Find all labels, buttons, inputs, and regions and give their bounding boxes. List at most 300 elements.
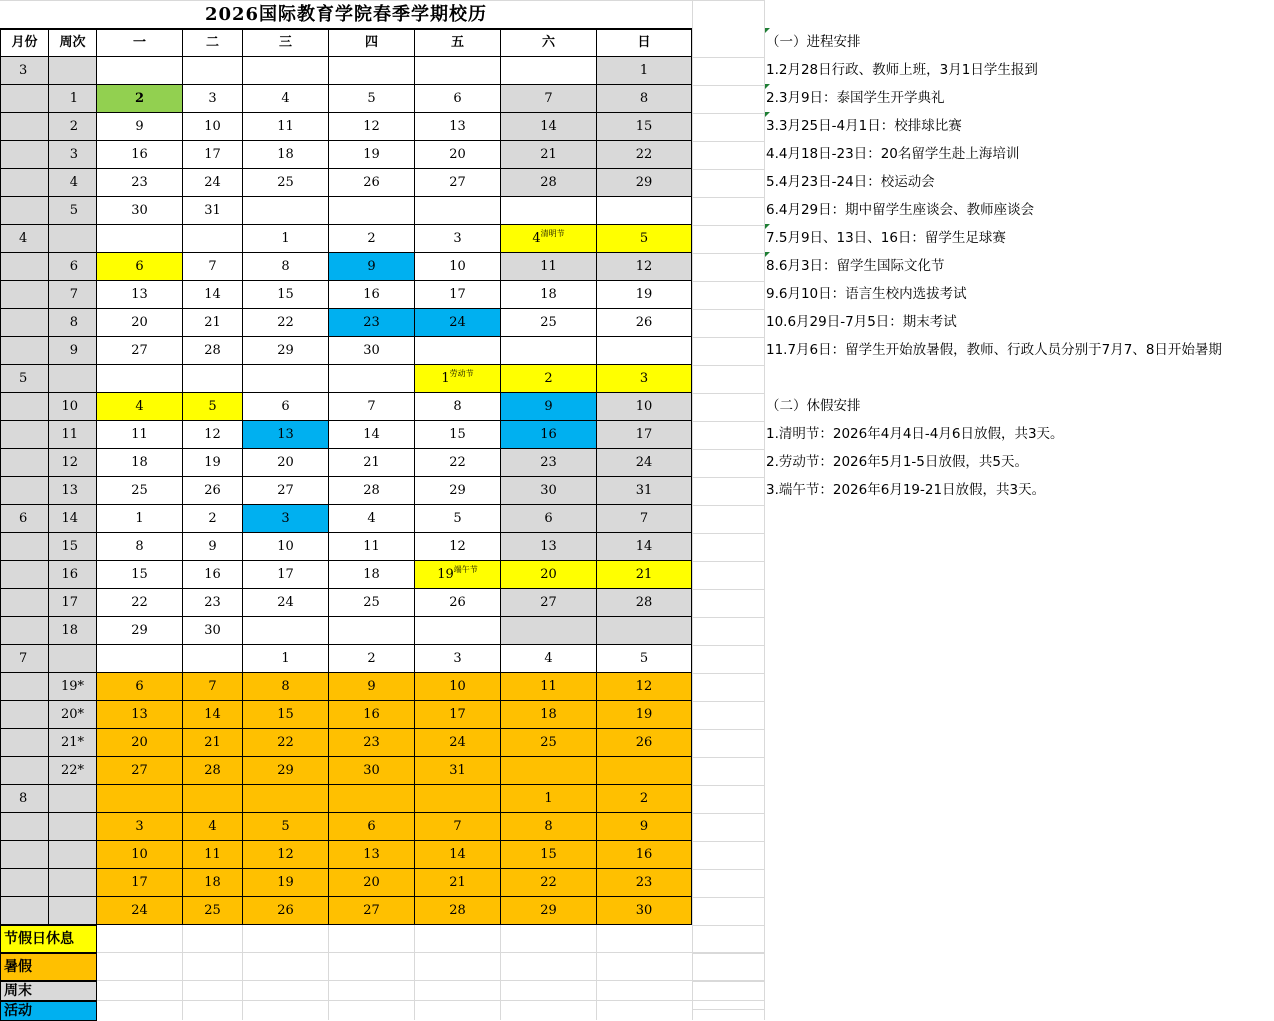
date-cell[interactable] [183, 113, 243, 141]
date-cell[interactable] [243, 869, 329, 897]
date-cell[interactable] [415, 57, 501, 85]
date-cell[interactable] [329, 309, 415, 337]
date-cell[interactable] [97, 841, 183, 869]
month-cell[interactable] [0, 729, 49, 757]
date-cell[interactable] [597, 57, 692, 85]
date-cell[interactable] [415, 897, 501, 925]
date-cell[interactable] [501, 897, 597, 925]
header-day-2[interactable]: 二 [183, 28, 243, 57]
date-number: 11 [277, 119, 294, 134]
month-cell[interactable] [0, 841, 49, 869]
month-cell[interactable] [0, 813, 49, 841]
date-cell[interactable] [243, 449, 329, 477]
date-cell[interactable] [501, 673, 597, 701]
date-cell[interactable] [183, 617, 243, 645]
date-cell[interactable] [243, 477, 329, 505]
date-cell[interactable] [415, 813, 501, 841]
date-cell[interactable] [329, 505, 415, 533]
date-cell[interactable] [97, 85, 183, 113]
date-cell[interactable] [415, 869, 501, 897]
date-cell[interactable] [597, 281, 692, 309]
date-cell[interactable] [501, 561, 597, 589]
date-cell[interactable] [415, 393, 501, 421]
date-cell[interactable] [97, 365, 183, 393]
date-cell[interactable] [329, 281, 415, 309]
week-cell[interactable] [49, 869, 97, 897]
month-cell[interactable] [0, 617, 49, 645]
date-cell[interactable] [183, 841, 243, 869]
date-cell[interactable] [501, 281, 597, 309]
date-cell[interactable] [183, 477, 243, 505]
month-cell[interactable] [0, 701, 49, 729]
date-cell[interactable] [183, 757, 243, 785]
date-cell[interactable] [243, 533, 329, 561]
week-cell[interactable] [49, 841, 97, 869]
date-cell[interactable] [97, 701, 183, 729]
date-cell[interactable] [501, 729, 597, 757]
date-cell[interactable] [415, 757, 501, 785]
month-cell[interactable]: 6 [0, 505, 49, 533]
date-cell[interactable] [501, 533, 597, 561]
date-cell[interactable] [415, 673, 501, 701]
date-cell[interactable] [415, 421, 501, 449]
date-cell[interactable] [243, 393, 329, 421]
date-cell[interactable] [183, 589, 243, 617]
date-cell[interactable] [243, 617, 329, 645]
month-cell[interactable] [0, 141, 49, 169]
date-cell[interactable] [415, 197, 501, 225]
date-cell[interactable] [597, 813, 692, 841]
date-cell[interactable] [501, 113, 597, 141]
date-cell[interactable] [501, 337, 597, 365]
date-cell[interactable] [243, 645, 329, 673]
date-cell[interactable] [243, 225, 329, 253]
date-cell[interactable] [597, 197, 692, 225]
month-cell[interactable]: 5 [0, 365, 49, 393]
date-cell[interactable] [501, 57, 597, 85]
date-cell[interactable] [183, 505, 243, 533]
date-cell[interactable] [97, 869, 183, 897]
date-cell[interactable] [501, 85, 597, 113]
date-cell[interactable] [415, 729, 501, 757]
date-cell[interactable] [183, 785, 243, 813]
date-cell[interactable] [597, 505, 692, 533]
date-cell[interactable] [415, 337, 501, 365]
date-cell[interactable] [597, 169, 692, 197]
date-cell[interactable] [243, 673, 329, 701]
date-cell[interactable] [597, 337, 692, 365]
date-cell[interactable] [183, 393, 243, 421]
date-cell[interactable] [329, 57, 415, 85]
date-cell[interactable] [501, 141, 597, 169]
date-number: 28 [363, 483, 380, 498]
date-cell[interactable] [243, 281, 329, 309]
date-cell[interactable] [329, 785, 415, 813]
date-cell[interactable] [243, 841, 329, 869]
week-cell[interactable]: 14 [49, 505, 97, 533]
date-cell[interactable] [415, 841, 501, 869]
date-cell[interactable] [183, 309, 243, 337]
month-cell[interactable] [0, 253, 49, 281]
month-cell[interactable] [0, 477, 49, 505]
date-number: 22 [277, 735, 294, 750]
date-cell[interactable] [329, 841, 415, 869]
month-cell[interactable] [0, 169, 49, 197]
header-day-7[interactable]: 日 [597, 28, 692, 57]
date-cell[interactable] [415, 141, 501, 169]
week-cell[interactable]: 19* [49, 673, 97, 701]
date-cell[interactable] [597, 617, 692, 645]
header-day-3[interactable]: 三 [243, 28, 329, 57]
week-cell[interactable] [49, 57, 97, 85]
date-cell[interactable] [501, 645, 597, 673]
date-cell[interactable] [415, 561, 501, 589]
date-cell[interactable] [97, 113, 183, 141]
date-cell[interactable] [415, 169, 501, 197]
date-cell[interactable] [183, 253, 243, 281]
date-cell[interactable] [97, 421, 183, 449]
date-cell[interactable] [183, 701, 243, 729]
week-cell[interactable]: 9 [49, 337, 97, 365]
date-cell[interactable] [597, 841, 692, 869]
date-cell[interactable] [597, 477, 692, 505]
date-cell[interactable] [329, 617, 415, 645]
week-cell[interactable] [49, 785, 97, 813]
date-cell[interactable] [501, 701, 597, 729]
date-cell[interactable] [243, 897, 329, 925]
week-cell[interactable] [49, 225, 97, 253]
date-cell[interactable] [183, 729, 243, 757]
month-cell[interactable]: 4 [0, 225, 49, 253]
date-cell[interactable] [97, 449, 183, 477]
date-cell[interactable] [329, 421, 415, 449]
date-cell[interactable] [597, 589, 692, 617]
date-cell[interactable] [501, 841, 597, 869]
date-number: 18 [540, 287, 557, 302]
header-month[interactable]: 月份 [0, 28, 49, 57]
date-cell[interactable] [329, 645, 415, 673]
date-cell[interactable] [97, 813, 183, 841]
date-cell[interactable] [597, 561, 692, 589]
date-cell[interactable] [243, 141, 329, 169]
date-cell[interactable] [97, 393, 183, 421]
date-cell[interactable] [329, 477, 415, 505]
date-cell[interactable] [97, 253, 183, 281]
week-cell[interactable]: 20* [49, 701, 97, 729]
month-cell[interactable] [0, 533, 49, 561]
week-cell[interactable] [49, 897, 97, 925]
date-cell[interactable] [597, 701, 692, 729]
month-cell[interactable] [0, 281, 49, 309]
date-cell[interactable] [97, 589, 183, 617]
week-cell[interactable]: 4 [49, 169, 97, 197]
date-cell[interactable] [97, 225, 183, 253]
date-cell[interactable] [243, 57, 329, 85]
date-cell[interactable] [597, 645, 692, 673]
date-cell[interactable] [97, 533, 183, 561]
date-cell[interactable] [501, 253, 597, 281]
date-cell[interactable] [501, 197, 597, 225]
date-cell[interactable] [501, 869, 597, 897]
date-cell[interactable] [329, 113, 415, 141]
date-cell[interactable] [183, 813, 243, 841]
date-cell[interactable] [415, 589, 501, 617]
week-cell[interactable] [49, 645, 97, 673]
date-cell[interactable] [415, 533, 501, 561]
date-cell[interactable] [243, 169, 329, 197]
date-cell[interactable] [97, 57, 183, 85]
date-cell[interactable] [183, 197, 243, 225]
date-cell[interactable] [415, 645, 501, 673]
date-cell[interactable] [183, 85, 243, 113]
header-day-1[interactable]: 一 [97, 28, 183, 57]
date-cell[interactable] [501, 757, 597, 785]
date-cell[interactable] [329, 589, 415, 617]
date-cell[interactable] [97, 169, 183, 197]
date-cell[interactable] [597, 533, 692, 561]
month-cell[interactable]: 7 [0, 645, 49, 673]
date-cell[interactable] [243, 85, 329, 113]
date-cell[interactable] [183, 337, 243, 365]
month-cell[interactable] [0, 421, 49, 449]
date-cell[interactable] [183, 421, 243, 449]
date-cell[interactable] [501, 813, 597, 841]
date-cell[interactable] [243, 729, 329, 757]
week-cell[interactable]: 15 [49, 533, 97, 561]
week-cell[interactable]: 8 [49, 309, 97, 337]
date-cell[interactable] [243, 757, 329, 785]
date-cell[interactable] [97, 673, 183, 701]
date-cell[interactable] [597, 449, 692, 477]
date-cell[interactable] [97, 477, 183, 505]
date-cell[interactable] [243, 421, 329, 449]
date-cell[interactable] [97, 309, 183, 337]
date-cell[interactable] [597, 869, 692, 897]
date-cell[interactable] [415, 281, 501, 309]
date-cell[interactable] [597, 421, 692, 449]
date-cell[interactable] [183, 169, 243, 197]
date-cell[interactable] [97, 141, 183, 169]
date-cell[interactable] [183, 281, 243, 309]
date-number: 4 [281, 91, 290, 106]
date-cell[interactable] [329, 169, 415, 197]
date-cell[interactable] [501, 505, 597, 533]
date-cell[interactable] [501, 589, 597, 617]
date-cell[interactable] [597, 225, 692, 253]
date-cell[interactable] [501, 169, 597, 197]
date-cell[interactable] [415, 309, 501, 337]
date-cell[interactable] [597, 141, 692, 169]
date-cell[interactable] [183, 225, 243, 253]
date-cell[interactable] [597, 785, 692, 813]
date-cell[interactable] [243, 253, 329, 281]
date-cell[interactable] [501, 449, 597, 477]
date-cell[interactable] [501, 309, 597, 337]
date-cell[interactable] [597, 673, 692, 701]
date-cell[interactable] [183, 645, 243, 673]
date-cell[interactable] [501, 225, 597, 253]
date-cell[interactable] [415, 85, 501, 113]
date-cell[interactable] [597, 365, 692, 393]
date-cell[interactable] [597, 897, 692, 925]
date-cell[interactable] [329, 225, 415, 253]
date-cell[interactable] [597, 729, 692, 757]
header-day-4[interactable]: 四 [329, 28, 415, 57]
date-cell[interactable] [183, 533, 243, 561]
month-cell[interactable] [0, 449, 49, 477]
header-day-5[interactable]: 五 [415, 28, 501, 57]
week-cell[interactable]: 12 [49, 449, 97, 477]
date-cell[interactable] [415, 225, 501, 253]
month-cell[interactable] [0, 561, 49, 589]
date-cell[interactable] [501, 365, 597, 393]
month-cell[interactable] [0, 757, 49, 785]
date-cell[interactable] [329, 141, 415, 169]
date-cell[interactable] [97, 561, 183, 589]
week-cell[interactable]: 16 [49, 561, 97, 589]
date-cell[interactable] [97, 617, 183, 645]
date-cell[interactable] [97, 281, 183, 309]
date-cell[interactable] [415, 617, 501, 645]
date-cell[interactable] [183, 869, 243, 897]
date-cell[interactable] [329, 533, 415, 561]
date-cell[interactable] [329, 897, 415, 925]
date-cell[interactable] [501, 477, 597, 505]
date-cell[interactable] [329, 253, 415, 281]
date-cell[interactable] [329, 393, 415, 421]
date-cell[interactable] [415, 365, 501, 393]
date-cell[interactable] [329, 561, 415, 589]
date-cell[interactable] [329, 337, 415, 365]
date-cell[interactable] [329, 757, 415, 785]
date-cell[interactable] [415, 701, 501, 729]
header-day-6[interactable]: 六 [501, 28, 597, 57]
week-cell[interactable]: 11 [49, 421, 97, 449]
date-cell[interactable] [501, 785, 597, 813]
date-cell[interactable] [243, 701, 329, 729]
date-cell[interactable] [597, 393, 692, 421]
month-cell[interactable] [0, 113, 49, 141]
month-cell[interactable] [0, 85, 49, 113]
week-cell[interactable]: 7 [49, 281, 97, 309]
week-cell[interactable]: 1 [49, 85, 97, 113]
month-cell[interactable] [0, 673, 49, 701]
date-cell[interactable] [501, 421, 597, 449]
week-cell[interactable]: 5 [49, 197, 97, 225]
date-cell[interactable] [183, 673, 243, 701]
date-number: 2 [544, 371, 553, 386]
date-cell[interactable] [183, 57, 243, 85]
header-week[interactable]: 周次 [49, 28, 97, 57]
date-cell[interactable] [597, 113, 692, 141]
date-cell[interactable] [329, 365, 415, 393]
calendar-title: 2026国际教育学院春季学期校历 [204, 4, 488, 25]
date-cell[interactable] [597, 757, 692, 785]
date-cell[interactable] [243, 589, 329, 617]
week-cell[interactable] [49, 365, 97, 393]
month-cell[interactable] [0, 393, 49, 421]
date-cell[interactable] [501, 393, 597, 421]
month-cell[interactable]: 8 [0, 785, 49, 813]
date-cell[interactable] [597, 85, 692, 113]
date-cell[interactable] [597, 253, 692, 281]
date-cell[interactable] [243, 365, 329, 393]
date-number: 30 [363, 763, 380, 778]
date-cell[interactable] [415, 113, 501, 141]
date-cell[interactable] [415, 505, 501, 533]
date-cell[interactable] [97, 757, 183, 785]
date-cell[interactable] [501, 617, 597, 645]
date-cell[interactable] [243, 309, 329, 337]
date-cell[interactable] [243, 785, 329, 813]
date-cell[interactable] [183, 897, 243, 925]
date-cell[interactable] [597, 309, 692, 337]
week-cell[interactable]: 3 [49, 141, 97, 169]
week-cell[interactable]: 2 [49, 113, 97, 141]
month-cell[interactable] [0, 589, 49, 617]
date-cell[interactable] [243, 113, 329, 141]
date-cell[interactable] [243, 561, 329, 589]
month-cell[interactable] [0, 897, 49, 925]
date-cell[interactable] [329, 673, 415, 701]
date-cell[interactable] [97, 337, 183, 365]
date-cell[interactable] [415, 477, 501, 505]
date-cell[interactable] [329, 729, 415, 757]
month-cell[interactable] [0, 337, 49, 365]
date-cell[interactable] [243, 197, 329, 225]
week-cell[interactable]: 18 [49, 617, 97, 645]
date-cell[interactable] [97, 505, 183, 533]
date-cell[interactable] [415, 785, 501, 813]
date-cell[interactable] [97, 197, 183, 225]
date-cell[interactable] [243, 813, 329, 841]
date-cell[interactable] [183, 365, 243, 393]
date-cell[interactable] [183, 561, 243, 589]
legend-item-3: 周末 [0, 981, 97, 1001]
week-cell[interactable]: 13 [49, 477, 97, 505]
date-cell[interactable] [329, 197, 415, 225]
date-cell[interactable] [415, 253, 501, 281]
month-cell[interactable] [0, 309, 49, 337]
week-cell[interactable]: 22* [49, 757, 97, 785]
date-cell[interactable] [183, 141, 243, 169]
date-cell[interactable] [97, 897, 183, 925]
date-cell[interactable] [329, 85, 415, 113]
date-cell[interactable] [97, 645, 183, 673]
date-cell[interactable] [329, 813, 415, 841]
date-cell[interactable] [97, 729, 183, 757]
date-cell[interactable] [329, 449, 415, 477]
date-number: 14 [204, 287, 221, 302]
week-cell[interactable] [49, 813, 97, 841]
date-number: 2 [639, 791, 649, 806]
date-cell[interactable] [329, 701, 415, 729]
date-cell[interactable] [183, 449, 243, 477]
month-cell[interactable] [0, 869, 49, 897]
month-cell[interactable]: 3 [0, 57, 49, 85]
week-cell[interactable]: 17 [49, 589, 97, 617]
date-cell[interactable] [243, 337, 329, 365]
week-cell[interactable]: 10 [49, 393, 97, 421]
date-cell[interactable] [415, 449, 501, 477]
date-number: 3 [281, 511, 290, 526]
date-cell[interactable] [329, 869, 415, 897]
week-cell[interactable]: 6 [49, 253, 97, 281]
date-cell[interactable] [243, 505, 329, 533]
month-cell[interactable] [0, 197, 49, 225]
date-cell[interactable] [97, 785, 183, 813]
week-cell[interactable]: 21* [49, 729, 97, 757]
